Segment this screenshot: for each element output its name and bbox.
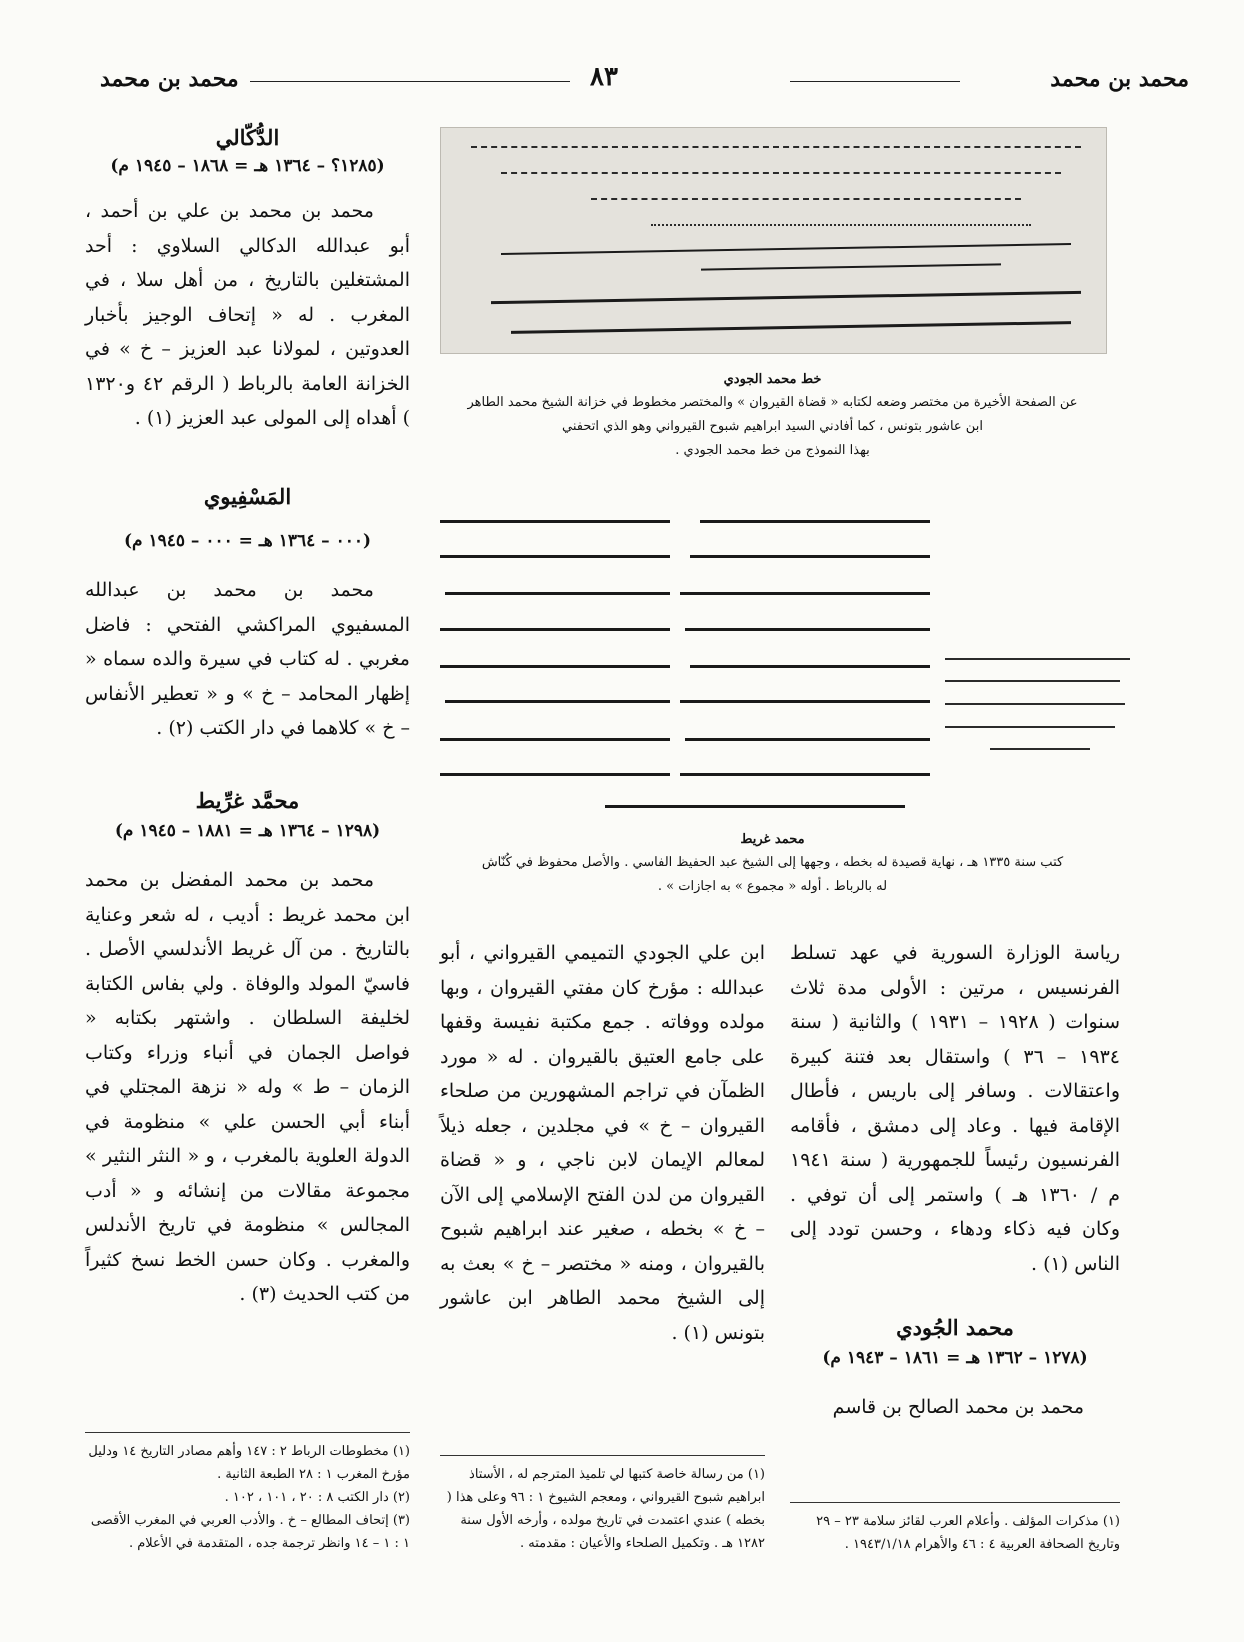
footnote-3: (٣) إتحاف المطالع – خ . والأدب العربي في المغرب الأقصى ١ : ١ – ١٤ وانظر ترجمة جده ، المتقدمة في الأعلام . <box>90 1513 410 1551</box>
entry-paragraph: محمد بن محمد الصالح بن قاسم <box>832 1396 1084 1418</box>
poem-manuscript-image <box>430 500 1140 820</box>
header-rule-left <box>250 81 570 82</box>
entry-previous-continued <box>790 936 1120 1281</box>
header-left-title: محمد بن محمد <box>100 66 239 92</box>
caption-title: محمد غريط <box>740 832 805 847</box>
entry-body <box>85 194 410 436</box>
header-rule-right <box>790 81 960 82</box>
entry-body <box>790 1390 1120 1425</box>
header-right-title: محمد بن محمد <box>1050 66 1189 92</box>
entry-dates: (١٢٨٥؟ – ١٣٦٤ هـ = ١٨٦٨ – ١٩٤٥ م) <box>110 156 385 176</box>
entry-title: محمد الجُودي <box>896 1315 1014 1340</box>
entry-body <box>85 863 410 1312</box>
entry-body <box>85 573 410 746</box>
page-number: ٨٣ <box>590 62 618 92</box>
caption-line-2: ابن عاشور بتونس ، كما أفادني السيد ابراهيم شبوح القيرواني وهو الذي اتحفني <box>562 419 983 434</box>
footnote-rule <box>440 1455 765 1456</box>
entry-dates: (١٢٩٨ – ١٣٦٤ هـ = ١٨٨١ – ١٩٤٥ م) <box>114 821 381 841</box>
caption-line-3: بهذا النموذج من خط محمد الجودي . <box>675 443 870 458</box>
footnote-middle: (١) من رسالة خاصة كتبها لي تلميذ المترجم له ، الأستاذ ابراهيم شبوح القيرواني ، ومعجم الشيوخ ١ : ٩٦ وعلى هذا ( بخطه ) عندي اعتمدت في تاريخ مولده ، وأرخه الأول سنة ١٢٨٢ هـ . وتكميل الصلحاء والأعيان : مقدمته . <box>446 1467 765 1551</box>
entry-paragraph: محمد بن محمد بن عبدالله المسفيوي المراكشي الفتحي : فاضل مغربي . له كتاب في سيرة والده سماه « إظهار المحامد – خ » و « تعطير الأنفاس – خ » كلاهما في دار الكتب (٢) . <box>85 579 410 739</box>
footnote-2: (٢) دار الكتب ٨ : ٢٠ ، ١٠١ ، ١٠٢ . <box>224 1490 410 1505</box>
footnote-1: (١) مخطوطات الرباط ٢ : ١٤٧ وأهم مصادر التاريخ ١٤ ودليل مؤرخ المغرب ١ : ٢٨ الطبعة الثانية . <box>88 1444 410 1482</box>
entry-title: المَسْفِيوي <box>203 484 292 509</box>
entry-ghurait <box>85 788 410 1312</box>
entry-masfiwi <box>85 484 410 746</box>
entry-jawdi <box>790 1315 1120 1425</box>
entry-title: الدُّكّالي <box>215 125 280 150</box>
manuscript-image-jawdi <box>440 127 1107 354</box>
footnote-rule <box>85 1432 410 1433</box>
caption-line-2: له بالرباط . أوله « مجموع » به اجازات » . <box>657 879 888 894</box>
entry-paragraph: ابن علي الجودي التميمي القيرواني ، أبو عبدالله : مؤرخ كان مفتي القيروان ، وبها مولده ووفاته . جمع مكتبة نفيسة وقفها على جامع العتيق بالقيروان . له « مورد الظمآن في تراجم المشهورين من صلحاء القيروان – خ » في مجلدين ، جعله ذيلاً لمعالم الإيمان لابن ناجي ، و « قضاة القيروان من لدن الفتح الإسلامي إلى الآن – خ » بخطه ، صغير عند ابراهيم شبوح بالقيروان ، ومنه « مختصر – خ » بعث به إلى الشيخ محمد الطاهر ابن عاشور بتونس (١) . <box>440 942 765 1344</box>
entry-dukkali <box>85 125 410 436</box>
entry-title: محمَّد غرِّيط <box>195 788 300 813</box>
caption-line-1: كتب سنة ١٣٣٥ هـ ، نهاية قصيدة له بخطه ، وجهها إلى الشيخ عبد الحفيظ الفاسي . والأصل محفوظ في كُنّاش <box>481 855 1064 870</box>
entry-dates: (٠٠٠ – ١٣٦٤ هـ = ٠٠٠ – ١٩٤٥ م) <box>123 531 372 551</box>
caption-line-1: عن الصفحة الأخيرة من مختصر وضعه لكتابه « قضاة القيروان » والمختصر مخطوط في خزانة الشيخ محمد الطاهر <box>467 395 1078 410</box>
footnote-rule <box>790 1502 1120 1503</box>
entry-paragraph: رياسة الوزارة السورية في عهد تسلط الفرنسيس ، مرتين : الأولى مدة ثلاث سنوات ( ١٩٢٨ – ١٩٣١ ) والثانية ( سنة ١٩٣٤ – ٣٦ ) واستقال بعد فتنة كبيرة واعتقالات . وسافر إلى باريس ، فأطال الإقامة فيها . وعاد إلى دمشق ، فأقامه الفرنسيون رئيساً للجمهورية ( سنة ١٩٤١ م / ١٣٦٠ هـ ) واستمر إلى أن توفي . وكان فيه ذكاء ودهاء ، وحسن تودد إلى الناس (١) . <box>790 942 1120 1275</box>
entry-jawdi-continued <box>440 936 765 1350</box>
entry-paragraph: محمد بن محمد بن علي بن أحمد ، أبو عبدالله الدكالي السلاوي : أحد المشتغلين بالتاريخ ، من أهل سلا ، في المغرب . له « إتحاف الوجيز بأخبار العدوتين ، لمولانا عبد العزيز – خ » في الخزانة العامة بالرباط ( الرقم ٤٢ و١٣٢٠ ) أهداه إلى المولى عبد العزيز (١) . <box>85 200 410 429</box>
footnote-right: (١) مذكرات المؤلف . وأعلام العرب لقائز سلامة ٢٣ – ٢٩ وتاريخ الصحافة العربية ٤ : ٤٦ والأهرام ١٩٤٣/١/١٨ . <box>816 1514 1120 1552</box>
caption-title: خط محمد الجودي <box>723 372 822 387</box>
entry-dates: (١٢٧٨ – ١٣٦٢ هـ = ١٨٦١ – ١٩٤٣ م) <box>822 1348 1088 1368</box>
entry-paragraph: محمد بن محمد المفضل بن محمد ابن محمد غريط : أديب ، له شعر وعناية بالتاريخ . من آل غريط الأندلسي الأصل . فاسيّ المولد والوفاة . ولي بفاس الكتابة لخليفة السلطان . واشتهر بكتابه « فواصل الجمان في أنباء وزراء وكتاب الزمان – ط » وله « نزهة المجتلي في أبناء أبي الحسن علي » منظومة في الدولة العلوية بالمغرب ، و « النثر النثير » مجموعة مقالات من إنشائه و « أدب المجالس » منظومة في تاريخ الأندلس والمغرب . وكان حسن الخط نسخ كثيراً من كتب الحديث (٣) . <box>85 869 410 1305</box>
manuscript-caption <box>440 372 1105 463</box>
footnotes-left <box>85 1440 410 1555</box>
poem-caption <box>440 832 1105 899</box>
